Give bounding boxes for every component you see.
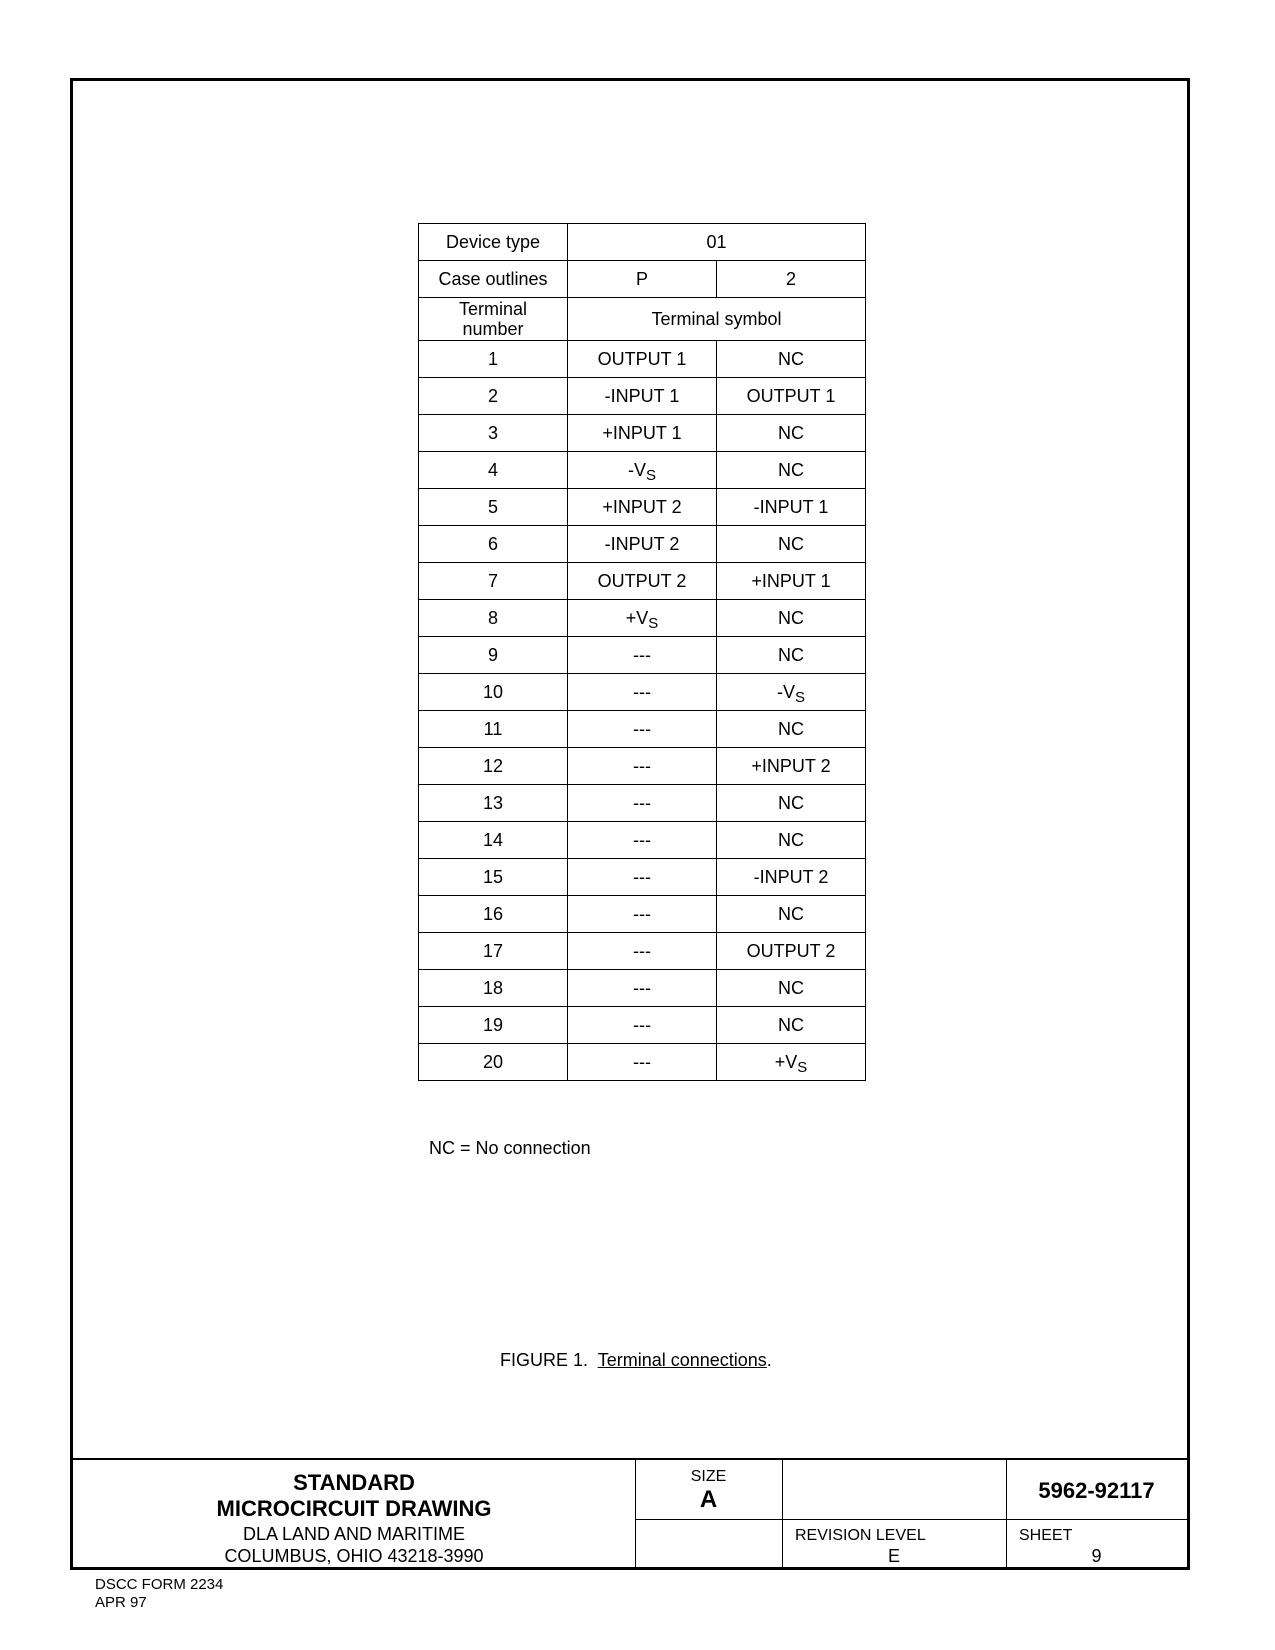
terminal-number-cell-text: 18 <box>482 978 504 998</box>
terminal-number-cell-text: 17 <box>482 941 504 961</box>
case-2-symbol-cell <box>717 452 866 489</box>
form-identifier <box>95 1576 223 1612</box>
table-row <box>419 489 866 526</box>
case-p-symbol-cell-text: -V <box>627 460 646 480</box>
case-2-symbol-cell <box>717 748 866 785</box>
table-row <box>419 970 866 1007</box>
case-2-symbol-cell-text: -INPUT 2 <box>753 867 829 887</box>
table-row <box>419 415 866 452</box>
case-2-symbol-cell <box>717 600 866 637</box>
case-2-symbol-cell-text: NC <box>778 645 804 665</box>
case-2-symbol-cell-text: NC <box>778 830 804 850</box>
case-p-symbol-cell <box>568 378 717 415</box>
case-outlines-label: Case outlines <box>419 261 568 298</box>
case-outlines-row <box>419 261 866 298</box>
title-block-agency <box>73 1460 636 1570</box>
case-2-symbol-cell <box>717 489 866 526</box>
case-p-symbol-cell-text: --- <box>633 867 651 887</box>
table-row <box>419 526 866 563</box>
case-p-symbol-cell <box>568 822 717 859</box>
case-p-symbol-cell-text: --- <box>633 1015 651 1035</box>
sheet-value: 9 <box>1091 1546 1102 1566</box>
table-row <box>419 822 866 859</box>
terminal-number-cell <box>419 452 568 489</box>
terminal-number-cell-text: 3 <box>487 423 498 443</box>
terminal-number-cell <box>419 748 568 785</box>
terminal-number-cell <box>419 1044 568 1081</box>
terminal-number-cell <box>419 341 568 378</box>
terminal-number-cell-text: 8 <box>487 608 498 628</box>
table-row <box>419 674 866 711</box>
table-row <box>419 859 866 896</box>
case-2-symbol-cell <box>717 1007 866 1044</box>
table-row <box>419 378 866 415</box>
terminal-number-cell <box>419 637 568 674</box>
case-p-symbol-cell <box>568 526 717 563</box>
table-row <box>419 452 866 489</box>
case-p-symbol-cell-text: --- <box>633 904 651 924</box>
title-block <box>73 1458 1187 1570</box>
case-2-symbol-cell <box>717 896 866 933</box>
case-p-symbol-cell <box>568 785 717 822</box>
case-2-symbol-cell-text: +INPUT 2 <box>751 756 831 776</box>
case-2-symbol-cell-subscript: S <box>794 689 805 706</box>
size-label: SIZE <box>690 1468 727 1485</box>
case-p-symbol-cell <box>568 600 717 637</box>
terminal-number-cell-text: 6 <box>487 534 498 554</box>
case-2-symbol-cell <box>717 637 866 674</box>
revision-cell <box>782 1519 1007 1570</box>
case-2-symbol-cell <box>717 415 866 452</box>
figure-caption <box>500 1350 772 1371</box>
case-p-symbol-cell <box>568 637 717 674</box>
terminal-number-cell-text: 4 <box>487 460 498 480</box>
terminal-number-cell <box>419 600 568 637</box>
terminal-number-cell-text: 11 <box>483 719 503 739</box>
case-p-symbol-cell <box>568 748 717 785</box>
sheet-label: SHEET <box>1019 1527 1073 1544</box>
table-row <box>419 896 866 933</box>
case-p-symbol-cell-text: --- <box>633 645 651 665</box>
case-p-symbol-cell-text: +V <box>625 608 649 628</box>
terminal-number-cell <box>419 970 568 1007</box>
table-row <box>419 1044 866 1081</box>
table-row <box>419 637 866 674</box>
case-p-symbol-cell <box>568 674 717 711</box>
case-p-symbol-cell <box>568 341 717 378</box>
case-p-symbol-cell-text: --- <box>633 719 651 739</box>
case-2-symbol-cell <box>717 341 866 378</box>
terminal-number-cell <box>419 933 568 970</box>
case-p-symbol-cell <box>568 1044 717 1081</box>
case-2-symbol-cell-text: NC <box>778 349 804 369</box>
case-2-symbol-cell-text: NC <box>778 534 804 554</box>
case-p-symbol-cell-text: +INPUT 2 <box>602 497 682 517</box>
header-row <box>419 298 866 341</box>
size-value: A <box>699 1486 718 1513</box>
case-2-symbol-cell <box>717 933 866 970</box>
case-2-symbol-cell-text: OUTPUT 2 <box>746 941 836 961</box>
terminal-number-cell <box>419 674 568 711</box>
case-2-symbol-cell <box>717 674 866 711</box>
terminal-number-cell-text: 9 <box>487 645 498 665</box>
case-outline-2: 2 <box>717 261 866 298</box>
case-2-symbol-cell <box>717 563 866 600</box>
case-2-symbol-cell <box>717 785 866 822</box>
case-2-symbol-cell <box>717 711 866 748</box>
case-p-symbol-cell-text: -INPUT 2 <box>604 534 680 554</box>
case-p-symbol-cell-text: OUTPUT 1 <box>597 349 687 369</box>
terminal-number-cell <box>419 378 568 415</box>
case-2-symbol-cell-text: OUTPUT 1 <box>746 386 836 406</box>
case-2-symbol-cell-text: -INPUT 1 <box>753 497 829 517</box>
case-p-symbol-cell <box>568 415 717 452</box>
terminal-number-cell-text: 15 <box>482 867 504 887</box>
terminal-number-cell-text: 20 <box>482 1052 504 1072</box>
terminal-number-cell-text: 13 <box>482 793 504 813</box>
case-p-symbol-cell <box>568 1007 717 1044</box>
terminal-number-cell-text: 5 <box>487 497 498 517</box>
terminal-number-cell-text: 2 <box>487 386 498 406</box>
agency-address: COLUMBUS, OHIO 43218-3990 <box>224 1546 484 1566</box>
case-p-symbol-cell <box>568 970 717 1007</box>
case-2-symbol-cell <box>717 1044 866 1081</box>
case-p-symbol-cell-subscript: S <box>645 467 656 484</box>
case-2-symbol-cell-text: NC <box>778 904 804 924</box>
table-row <box>419 600 866 637</box>
case-p-symbol-cell-text: --- <box>633 830 651 850</box>
case-p-symbol-cell <box>568 563 717 600</box>
case-2-symbol-cell <box>717 970 866 1007</box>
terminal-number-cell <box>419 785 568 822</box>
title-standard: STANDARD <box>293 1470 415 1495</box>
figure-caption-title: Terminal connections <box>597 1350 767 1370</box>
table-row <box>419 748 866 785</box>
table-row <box>419 933 866 970</box>
agency-name: DLA LAND AND MARITIME <box>242 1524 466 1544</box>
terminal-number-cell <box>419 822 568 859</box>
terminal-number-cell-text: 12 <box>482 756 504 776</box>
drawing-number: 5962-92117 <box>1038 1478 1155 1503</box>
terminal-connections-table <box>418 223 866 1081</box>
case-2-symbol-cell-text: NC <box>778 1015 804 1035</box>
case-2-symbol-cell-text: NC <box>778 608 804 628</box>
case-2-symbol-cell-text: +V <box>774 1052 798 1072</box>
terminal-number-cell-text: 14 <box>482 830 504 850</box>
terminal-number-cell-text: 16 <box>482 904 504 924</box>
case-p-symbol-cell-text: OUTPUT 2 <box>597 571 687 591</box>
terminal-number-cell-text: 10 <box>482 682 504 702</box>
revision-label: REVISION LEVEL <box>795 1527 926 1544</box>
case-2-symbol-cell-text: NC <box>778 423 804 443</box>
device-type-row <box>419 224 866 261</box>
device-type-value: 01 <box>568 224 866 261</box>
table-row <box>419 711 866 748</box>
terminal-number-cell <box>419 526 568 563</box>
form-number: DSCC FORM 2234 <box>95 1576 224 1593</box>
blank-cell <box>782 1460 1007 1520</box>
form-date: APR 97 <box>95 1594 147 1611</box>
case-p-symbol-cell-text: --- <box>633 793 651 813</box>
case-2-symbol-cell-text: -V <box>776 682 795 702</box>
table-row <box>419 1007 866 1044</box>
case-2-symbol-cell <box>717 378 866 415</box>
case-2-symbol-cell-text: NC <box>778 793 804 813</box>
case-2-symbol-cell <box>717 822 866 859</box>
case-2-symbol-cell <box>717 859 866 896</box>
case-p-symbol-cell <box>568 859 717 896</box>
terminal-symbol-header: Terminal symbol <box>568 298 866 341</box>
case-p-symbol-cell-text: --- <box>633 941 651 961</box>
case-p-symbol-cell-text: --- <box>633 1052 651 1072</box>
case-p-symbol-cell <box>568 896 717 933</box>
case-p-symbol-cell-text: --- <box>633 682 651 702</box>
figure-caption-prefix: FIGURE 1. <box>500 1350 589 1370</box>
case-2-symbol-cell-text: NC <box>778 978 804 998</box>
figure-caption-suffix: . <box>766 1350 772 1370</box>
case-2-symbol-cell-subscript: S <box>797 1059 808 1076</box>
terminal-number-cell-text: 19 <box>482 1015 504 1035</box>
terminal-number-cell-text: 1 <box>487 349 498 369</box>
revision-value: E <box>887 1546 900 1566</box>
case-p-symbol-cell <box>568 711 717 748</box>
case-p-symbol-cell-subscript: S <box>648 615 659 632</box>
terminal-number-label-line1: Terminal <box>458 299 528 319</box>
table-row <box>419 341 866 378</box>
table-row <box>419 785 866 822</box>
terminal-number-cell <box>419 415 568 452</box>
terminal-number-header <box>419 298 568 341</box>
case-p-symbol-cell <box>568 452 717 489</box>
size-cell <box>635 1460 783 1520</box>
terminal-number-cell <box>419 1007 568 1044</box>
case-2-symbol-cell-text: NC <box>778 719 804 739</box>
case-p-symbol-cell <box>568 489 717 526</box>
terminal-number-cell <box>419 489 568 526</box>
case-outline-p: P <box>568 261 717 298</box>
title-microcircuit-drawing: MICROCIRCUIT DRAWING <box>216 1496 492 1521</box>
case-p-symbol-cell-text: -INPUT 1 <box>604 386 680 406</box>
table-row <box>419 563 866 600</box>
device-type-label: Device type <box>419 224 568 261</box>
terminal-number-label-line2: number <box>462 319 524 339</box>
terminal-number-cell <box>419 711 568 748</box>
case-2-symbol-cell <box>717 526 866 563</box>
sheet-cell <box>1006 1519 1187 1570</box>
terminal-number-cell <box>419 563 568 600</box>
case-2-symbol-cell-text: +INPUT 1 <box>751 571 831 591</box>
blank-cell-lower <box>635 1519 783 1570</box>
case-p-symbol-cell <box>568 933 717 970</box>
terminal-number-cell-text: 7 <box>487 571 498 591</box>
case-p-symbol-cell-text: --- <box>633 978 651 998</box>
nc-note: NC = No connection <box>429 1138 591 1158</box>
case-p-symbol-cell-text: +INPUT 1 <box>602 423 682 443</box>
terminal-number-cell <box>419 896 568 933</box>
case-2-symbol-cell-text: NC <box>778 460 804 480</box>
drawing-number-cell <box>1006 1460 1187 1520</box>
case-p-symbol-cell-text: --- <box>633 756 651 776</box>
terminal-number-cell <box>419 859 568 896</box>
